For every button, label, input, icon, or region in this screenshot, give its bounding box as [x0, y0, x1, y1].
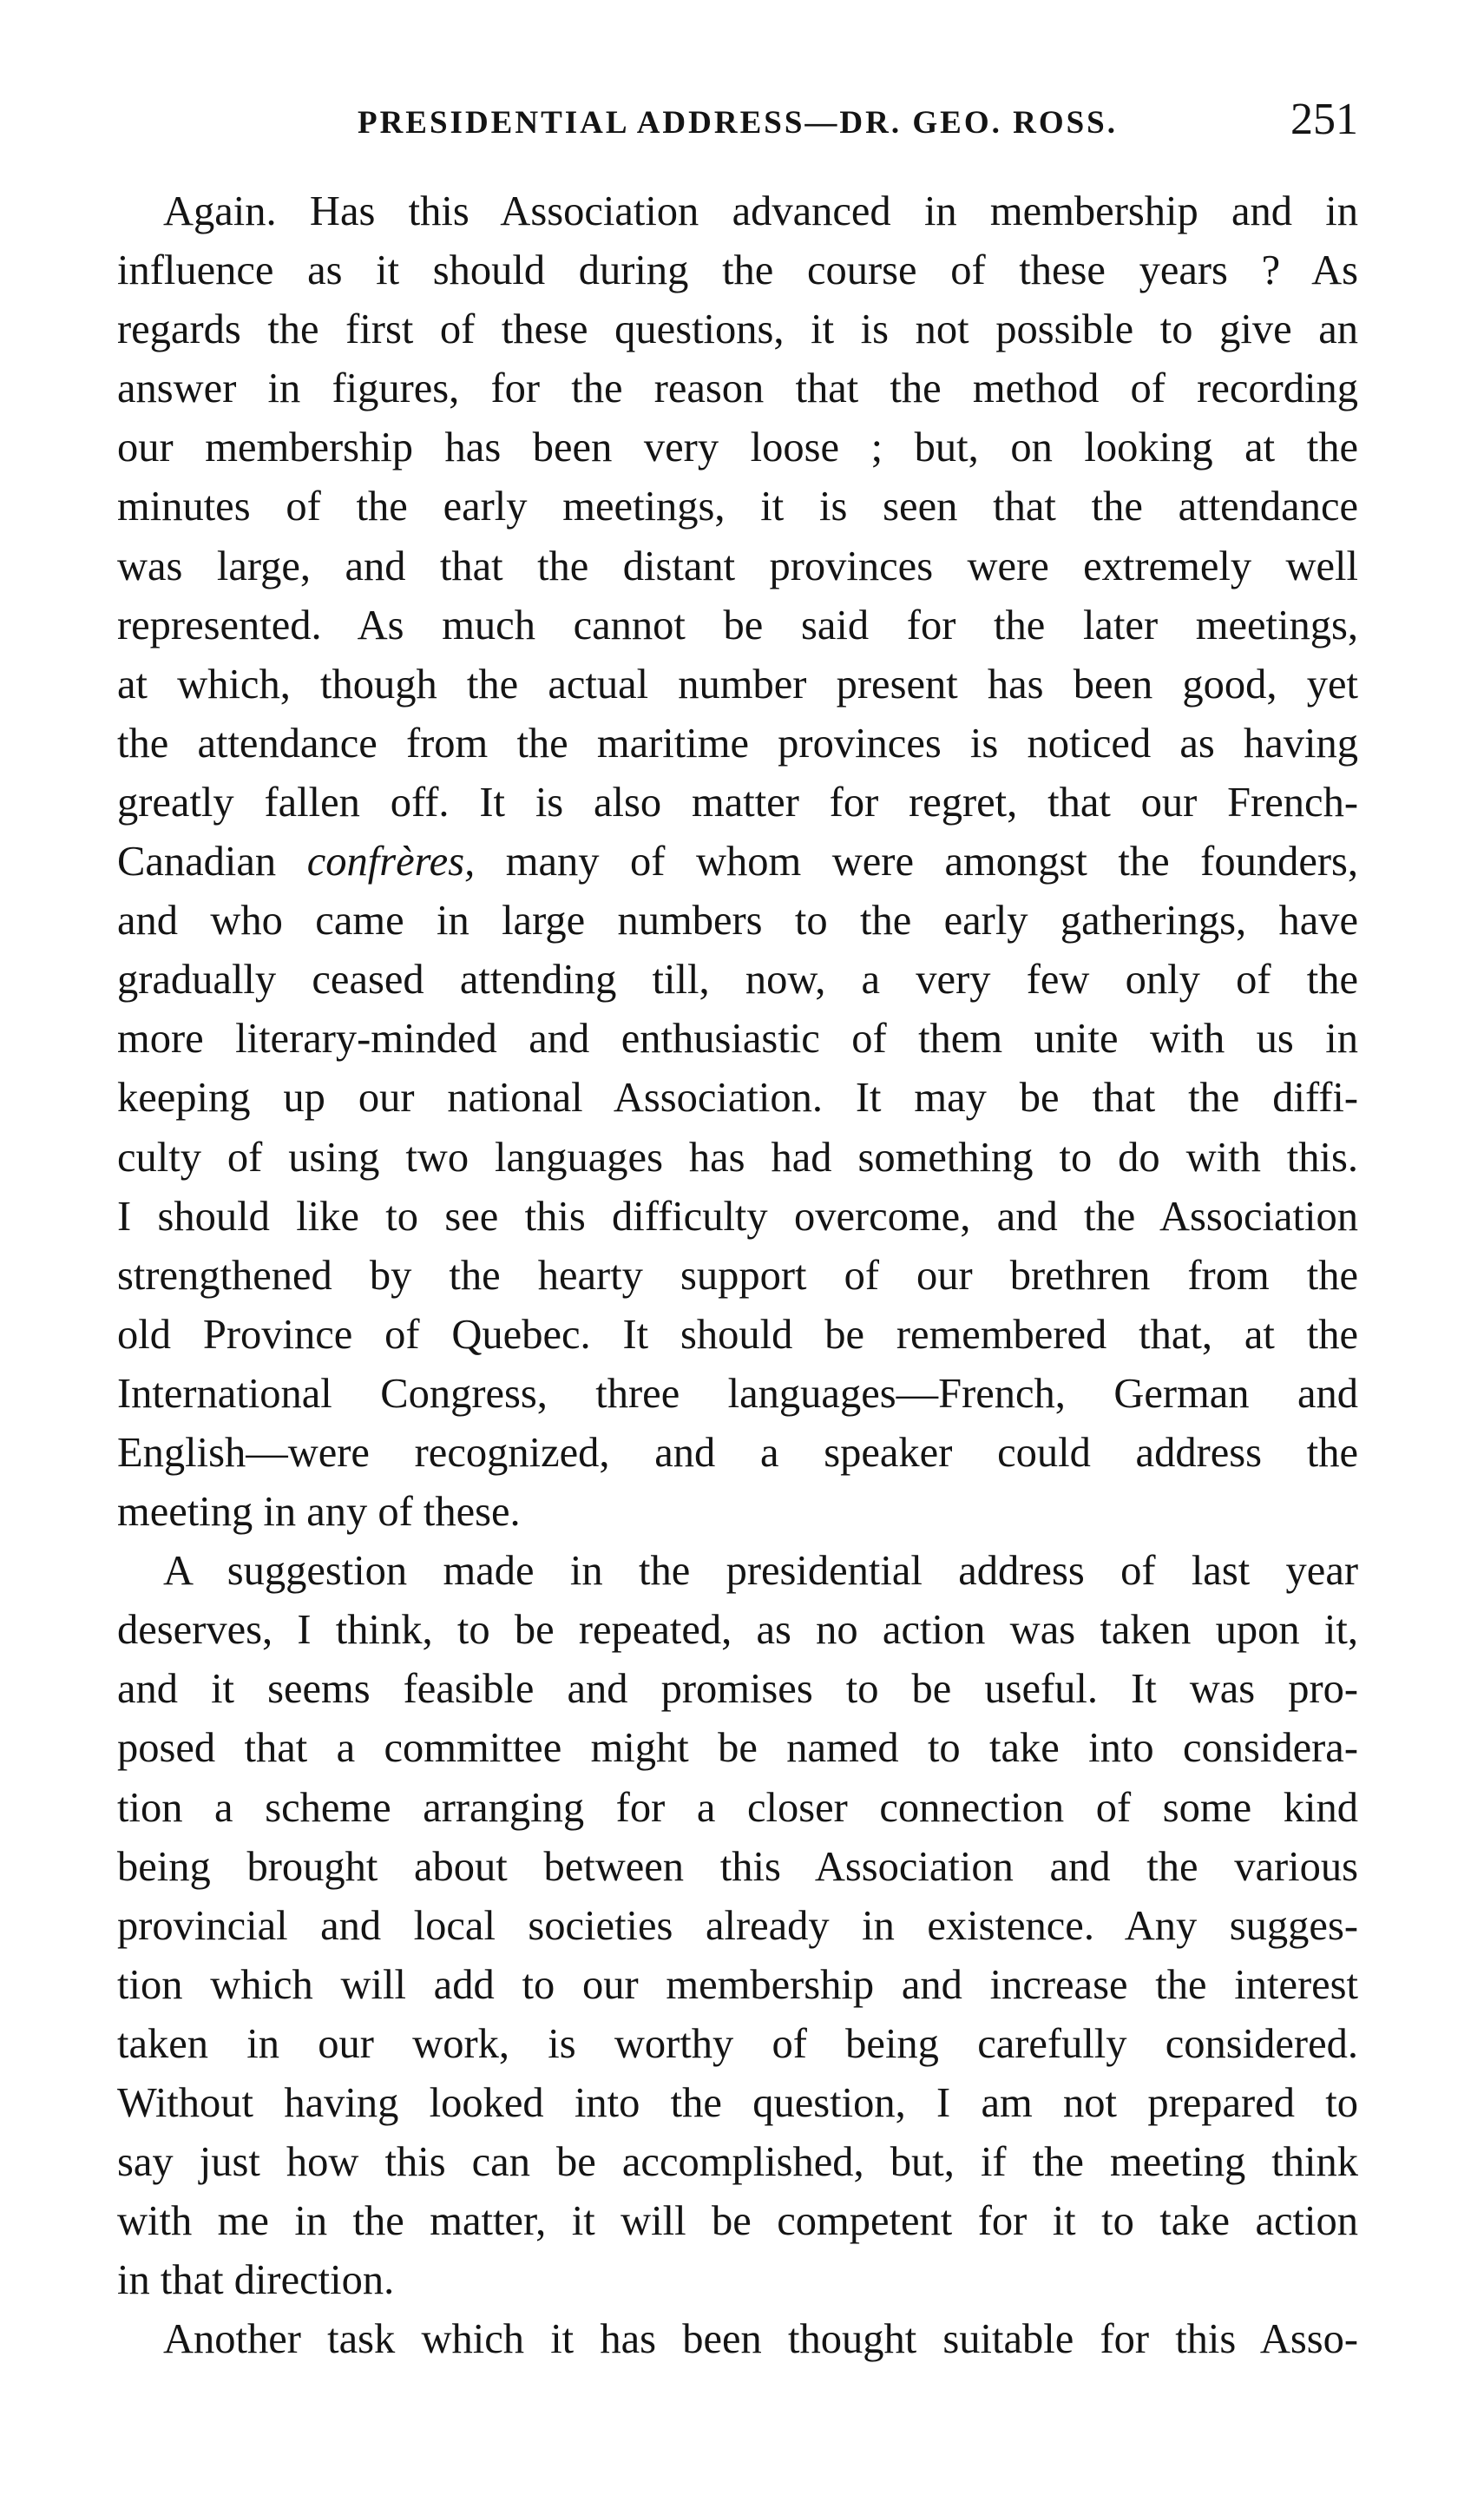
text-line: greatly fallen off. It is also matter for regret, that our French- [117, 779, 1358, 826]
text-line: Again. Has this Association advanced in membership and in [163, 188, 1358, 234]
paragraph [117, 2310, 1358, 2369]
text-line: deserves, I think, to be repeated, as no action was taken upon it, [117, 1607, 1358, 1654]
text-span: Canadian [117, 839, 307, 885]
running-title: PRESIDENTIAL ADDRESS—DR. GEO. ROSS. [357, 105, 1119, 141]
text-line: the attendance from the maritime provinces is noticed as having [117, 720, 1358, 767]
text-line: posed that a committee might be named to take into considera- [117, 1725, 1358, 1772]
text-line: gradually ceased attending till, now, a very few only of the [117, 957, 1358, 1004]
text-line: I should like to see this difficulty overcome, and the Association [117, 1193, 1358, 1240]
page-number: 251 [1290, 95, 1358, 144]
text-line: culty of using two languages has had something to do with this. [117, 1134, 1358, 1181]
text-line: influence as it should during the course of these years ? As [117, 247, 1358, 294]
text-line: in that direction. [117, 2257, 395, 2304]
text-line: International Congress, three languages—French, German and [117, 1370, 1358, 1417]
text-line: regards the first of these questions, it is not possible to give an [117, 306, 1358, 353]
text-line: with me in the matter, it will be competent for it to take action [117, 2198, 1358, 2245]
text-line: say just how this can be accomplished, but, if the meeting think [117, 2139, 1358, 2186]
text-line: provincial and local societies already in existence. Any sugges- [117, 1902, 1358, 1949]
text-line: English—were recognized, and a speaker could address the [117, 1429, 1358, 1476]
running-header [117, 94, 1358, 163]
text-line: our membership has been very loose ; but, on looking at the [117, 425, 1358, 471]
text-line: A suggestion made in the presidential address of last year [163, 1548, 1358, 1595]
text-line [117, 833, 1358, 892]
text-line: minutes of the early meetings, it is seen that the attendance [117, 484, 1358, 530]
text-line: taken in our work, is worthy of being carefully considered. [117, 2020, 1358, 2067]
text-line: at which, though the actual number present has been good, yet [117, 661, 1358, 708]
text-line: and it seems feasible and promises to be useful. It was pro- [117, 1666, 1358, 1713]
text-line: old Province of Quebec. It should be remembered that, at the [117, 1311, 1358, 1358]
text-line: tion which will add to our membership and increase the interest [117, 1961, 1358, 2008]
text-line: and who came in large numbers to the early gatherings, have [117, 898, 1358, 945]
text-line: was large, and that the distant provinces were extremely well [117, 543, 1358, 589]
text-line: tion a scheme arranging for a closer connection of some kind [117, 1784, 1358, 1831]
paragraph [117, 1542, 1358, 2310]
text-line: Another task which it has been thought suitable for this Asso- [163, 2316, 1358, 2363]
italic-word: confrères, [306, 839, 476, 885]
text-span: many of whom were amongst the founders, [475, 839, 1358, 885]
text-line: being brought about between this Association and the various [117, 1843, 1358, 1890]
text-line: answer in figures, for the reason that the method of recording [117, 365, 1358, 412]
text-line: more literary-minded and enthusiastic of them unite with us in [117, 1016, 1358, 1063]
paragraph [117, 182, 1358, 1542]
text-line: meeting in any of these. [117, 1489, 521, 1536]
text-line: Without having looked into the question, I am not prepared to [117, 2080, 1358, 2126]
text-line: strengthened by the hearty support of our brethren from the [117, 1252, 1358, 1299]
text-line: keeping up our national Association. It may be that the diffi- [117, 1075, 1358, 1122]
body-text [117, 182, 1358, 2369]
text-line: represented. As much cannot be said for the later meetings, [117, 602, 1358, 648]
